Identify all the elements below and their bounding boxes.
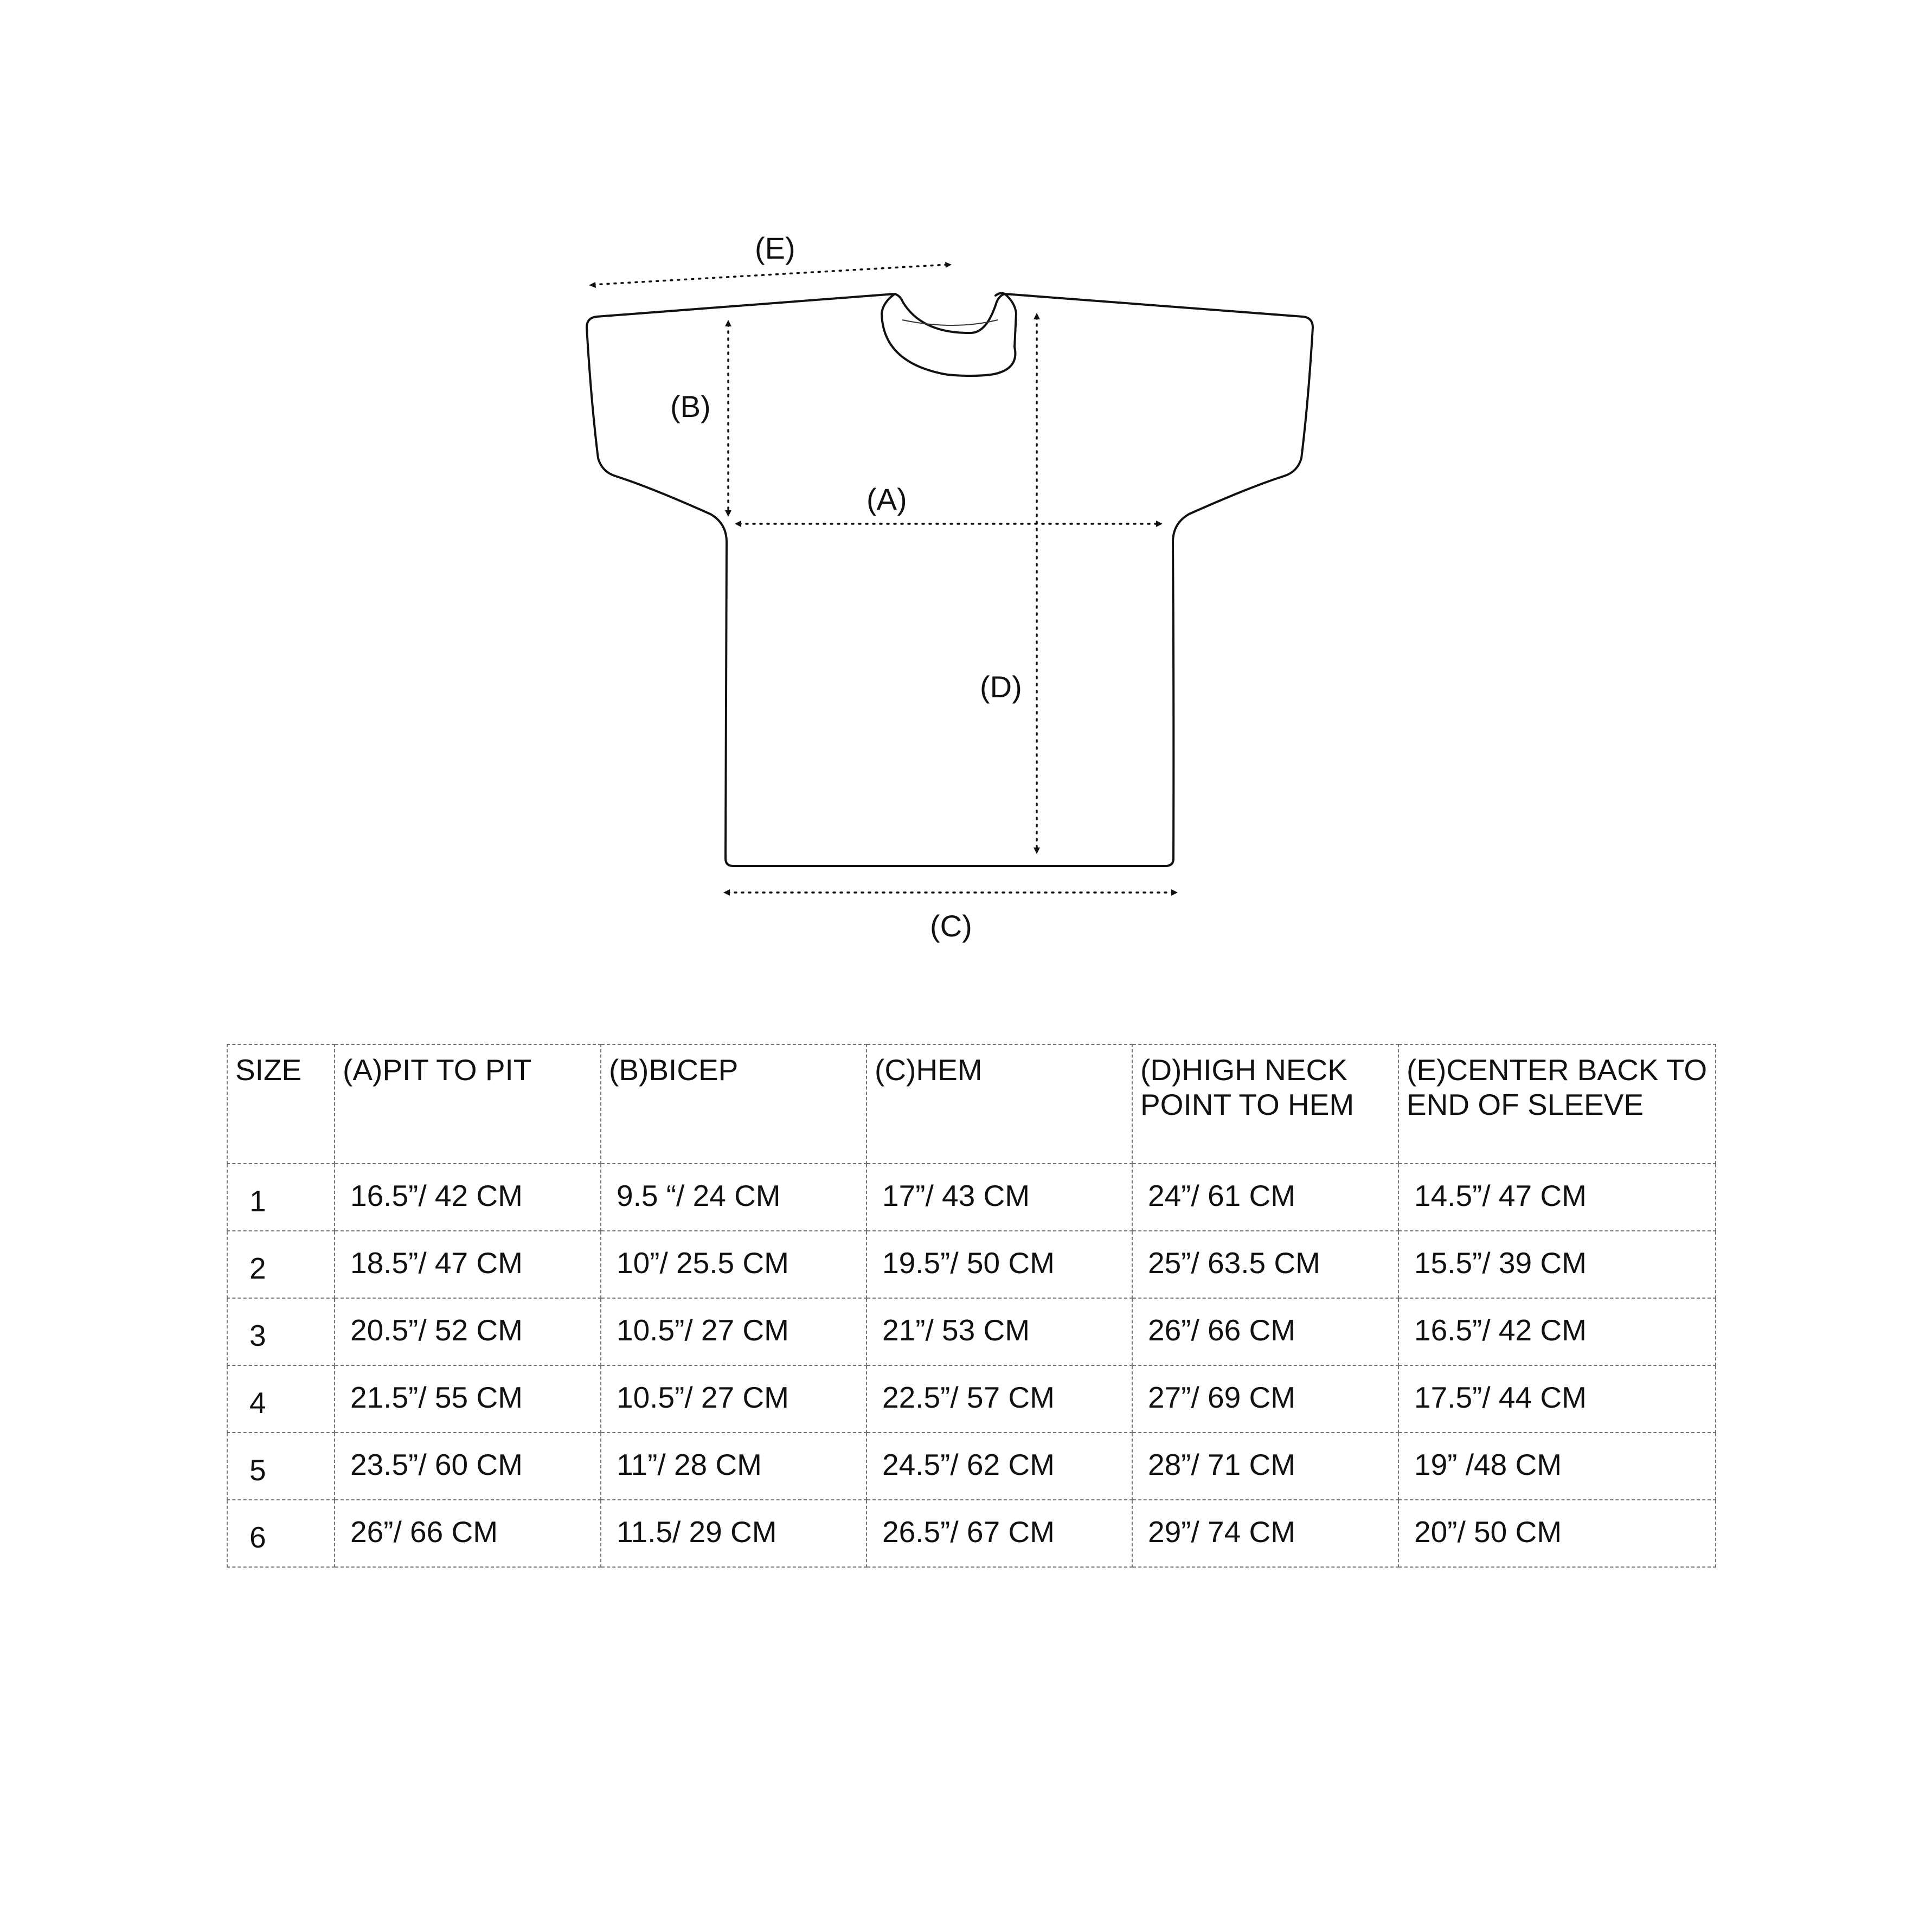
bicep-cell: 11.5/ 29 CM bbox=[601, 1500, 866, 1567]
header-hem: (C)HEM bbox=[866, 1044, 1132, 1164]
bicep-cell: 10”/ 25.5 CM bbox=[601, 1231, 866, 1298]
pit-to-pit-cell: 20.5”/ 52 CM bbox=[335, 1298, 601, 1365]
size-cell: 4 bbox=[227, 1365, 335, 1433]
size-cell: 3 bbox=[227, 1298, 335, 1365]
label-a: (A) bbox=[866, 482, 907, 516]
arrowhead-b-bottom bbox=[725, 510, 731, 517]
dimension-line-e bbox=[593, 265, 947, 285]
arrowhead-b-top bbox=[725, 320, 731, 326]
header-size: SIZE bbox=[227, 1044, 335, 1164]
high-neck-to-hem-cell: 24”/ 61 CM bbox=[1132, 1164, 1398, 1231]
header-high-neck-point-to-hem: (D)HIGH NECK POINT TO HEM bbox=[1132, 1044, 1398, 1164]
bicep-cell: 10.5”/ 27 CM bbox=[601, 1298, 866, 1365]
table-row bbox=[227, 1500, 1716, 1567]
pit-to-pit-cell: 21.5”/ 55 CM bbox=[335, 1365, 601, 1433]
high-neck-to-hem-cell: 26”/ 66 CM bbox=[1132, 1298, 1398, 1365]
collar-back-line bbox=[902, 320, 998, 325]
label-b: (B) bbox=[670, 389, 711, 423]
bicep-cell: 11”/ 28 CM bbox=[601, 1433, 866, 1500]
arrowhead-c-right bbox=[1171, 889, 1178, 896]
center-back-to-sleeve-cell: 19” /48 CM bbox=[1398, 1433, 1716, 1500]
size-cell: 5 bbox=[227, 1433, 335, 1500]
arrowhead-a-right bbox=[1156, 521, 1163, 527]
header-pit-to-pit: (A)PIT TO PIT bbox=[335, 1044, 601, 1164]
arrowhead-a-left bbox=[735, 521, 741, 527]
header-center-back-to-end-of-sleeve: (E)CENTER BACK TO END OF SLEEVE bbox=[1398, 1044, 1716, 1164]
collar-inner bbox=[895, 294, 1005, 333]
center-back-to-sleeve-cell: 17.5”/ 44 CM bbox=[1398, 1365, 1716, 1433]
bicep-cell: 9.5 “/ 24 CM bbox=[601, 1164, 866, 1231]
header-bicep: (B)BICEP bbox=[601, 1044, 866, 1164]
arrowhead-c-left bbox=[723, 889, 730, 896]
arrowhead-e-left bbox=[589, 282, 596, 288]
pit-to-pit-cell: 26”/ 66 CM bbox=[335, 1500, 601, 1567]
size-cell: 6 bbox=[227, 1500, 335, 1567]
pit-to-pit-cell: 18.5”/ 47 CM bbox=[335, 1231, 601, 1298]
pit-to-pit-cell: 16.5”/ 42 CM bbox=[335, 1164, 601, 1231]
arrowhead-d-bottom bbox=[1034, 848, 1040, 854]
arrowhead-d-top bbox=[1034, 313, 1040, 319]
center-back-to-sleeve-cell: 20”/ 50 CM bbox=[1398, 1500, 1716, 1567]
table-row bbox=[227, 1365, 1716, 1433]
hem-cell: 21”/ 53 CM bbox=[866, 1298, 1132, 1365]
center-back-to-sleeve-cell: 16.5”/ 42 CM bbox=[1398, 1298, 1716, 1365]
arrowhead-e-right bbox=[945, 262, 952, 268]
hem-cell: 19.5”/ 50 CM bbox=[866, 1231, 1132, 1298]
high-neck-to-hem-cell: 28”/ 71 CM bbox=[1132, 1433, 1398, 1500]
label-d: (D) bbox=[980, 670, 1022, 704]
table-row bbox=[227, 1164, 1716, 1231]
hem-cell: 22.5”/ 57 CM bbox=[866, 1365, 1132, 1433]
table-row bbox=[227, 1298, 1716, 1365]
center-back-to-sleeve-cell: 14.5”/ 47 CM bbox=[1398, 1164, 1716, 1231]
table-header-row bbox=[227, 1044, 1716, 1164]
bicep-cell: 10.5”/ 27 CM bbox=[601, 1365, 866, 1433]
hem-cell: 17”/ 43 CM bbox=[866, 1164, 1132, 1231]
size-chart-table bbox=[227, 1044, 1716, 1568]
high-neck-to-hem-cell: 29”/ 74 CM bbox=[1132, 1500, 1398, 1567]
hem-cell: 26.5”/ 67 CM bbox=[866, 1500, 1132, 1567]
high-neck-to-hem-cell: 27”/ 69 CM bbox=[1132, 1365, 1398, 1433]
label-c: (C) bbox=[930, 909, 972, 943]
hem-cell: 24.5”/ 62 CM bbox=[866, 1433, 1132, 1500]
table-row bbox=[227, 1433, 1716, 1500]
table-row bbox=[227, 1231, 1716, 1298]
size-cell: 2 bbox=[227, 1231, 335, 1298]
high-neck-to-hem-cell: 25”/ 63.5 CM bbox=[1132, 1231, 1398, 1298]
center-back-to-sleeve-cell: 15.5”/ 39 CM bbox=[1398, 1231, 1716, 1298]
pit-to-pit-cell: 23.5”/ 60 CM bbox=[335, 1433, 601, 1500]
size-cell: 1 bbox=[227, 1164, 335, 1231]
tshirt-outline bbox=[587, 294, 1313, 866]
label-e: (E) bbox=[755, 231, 795, 265]
